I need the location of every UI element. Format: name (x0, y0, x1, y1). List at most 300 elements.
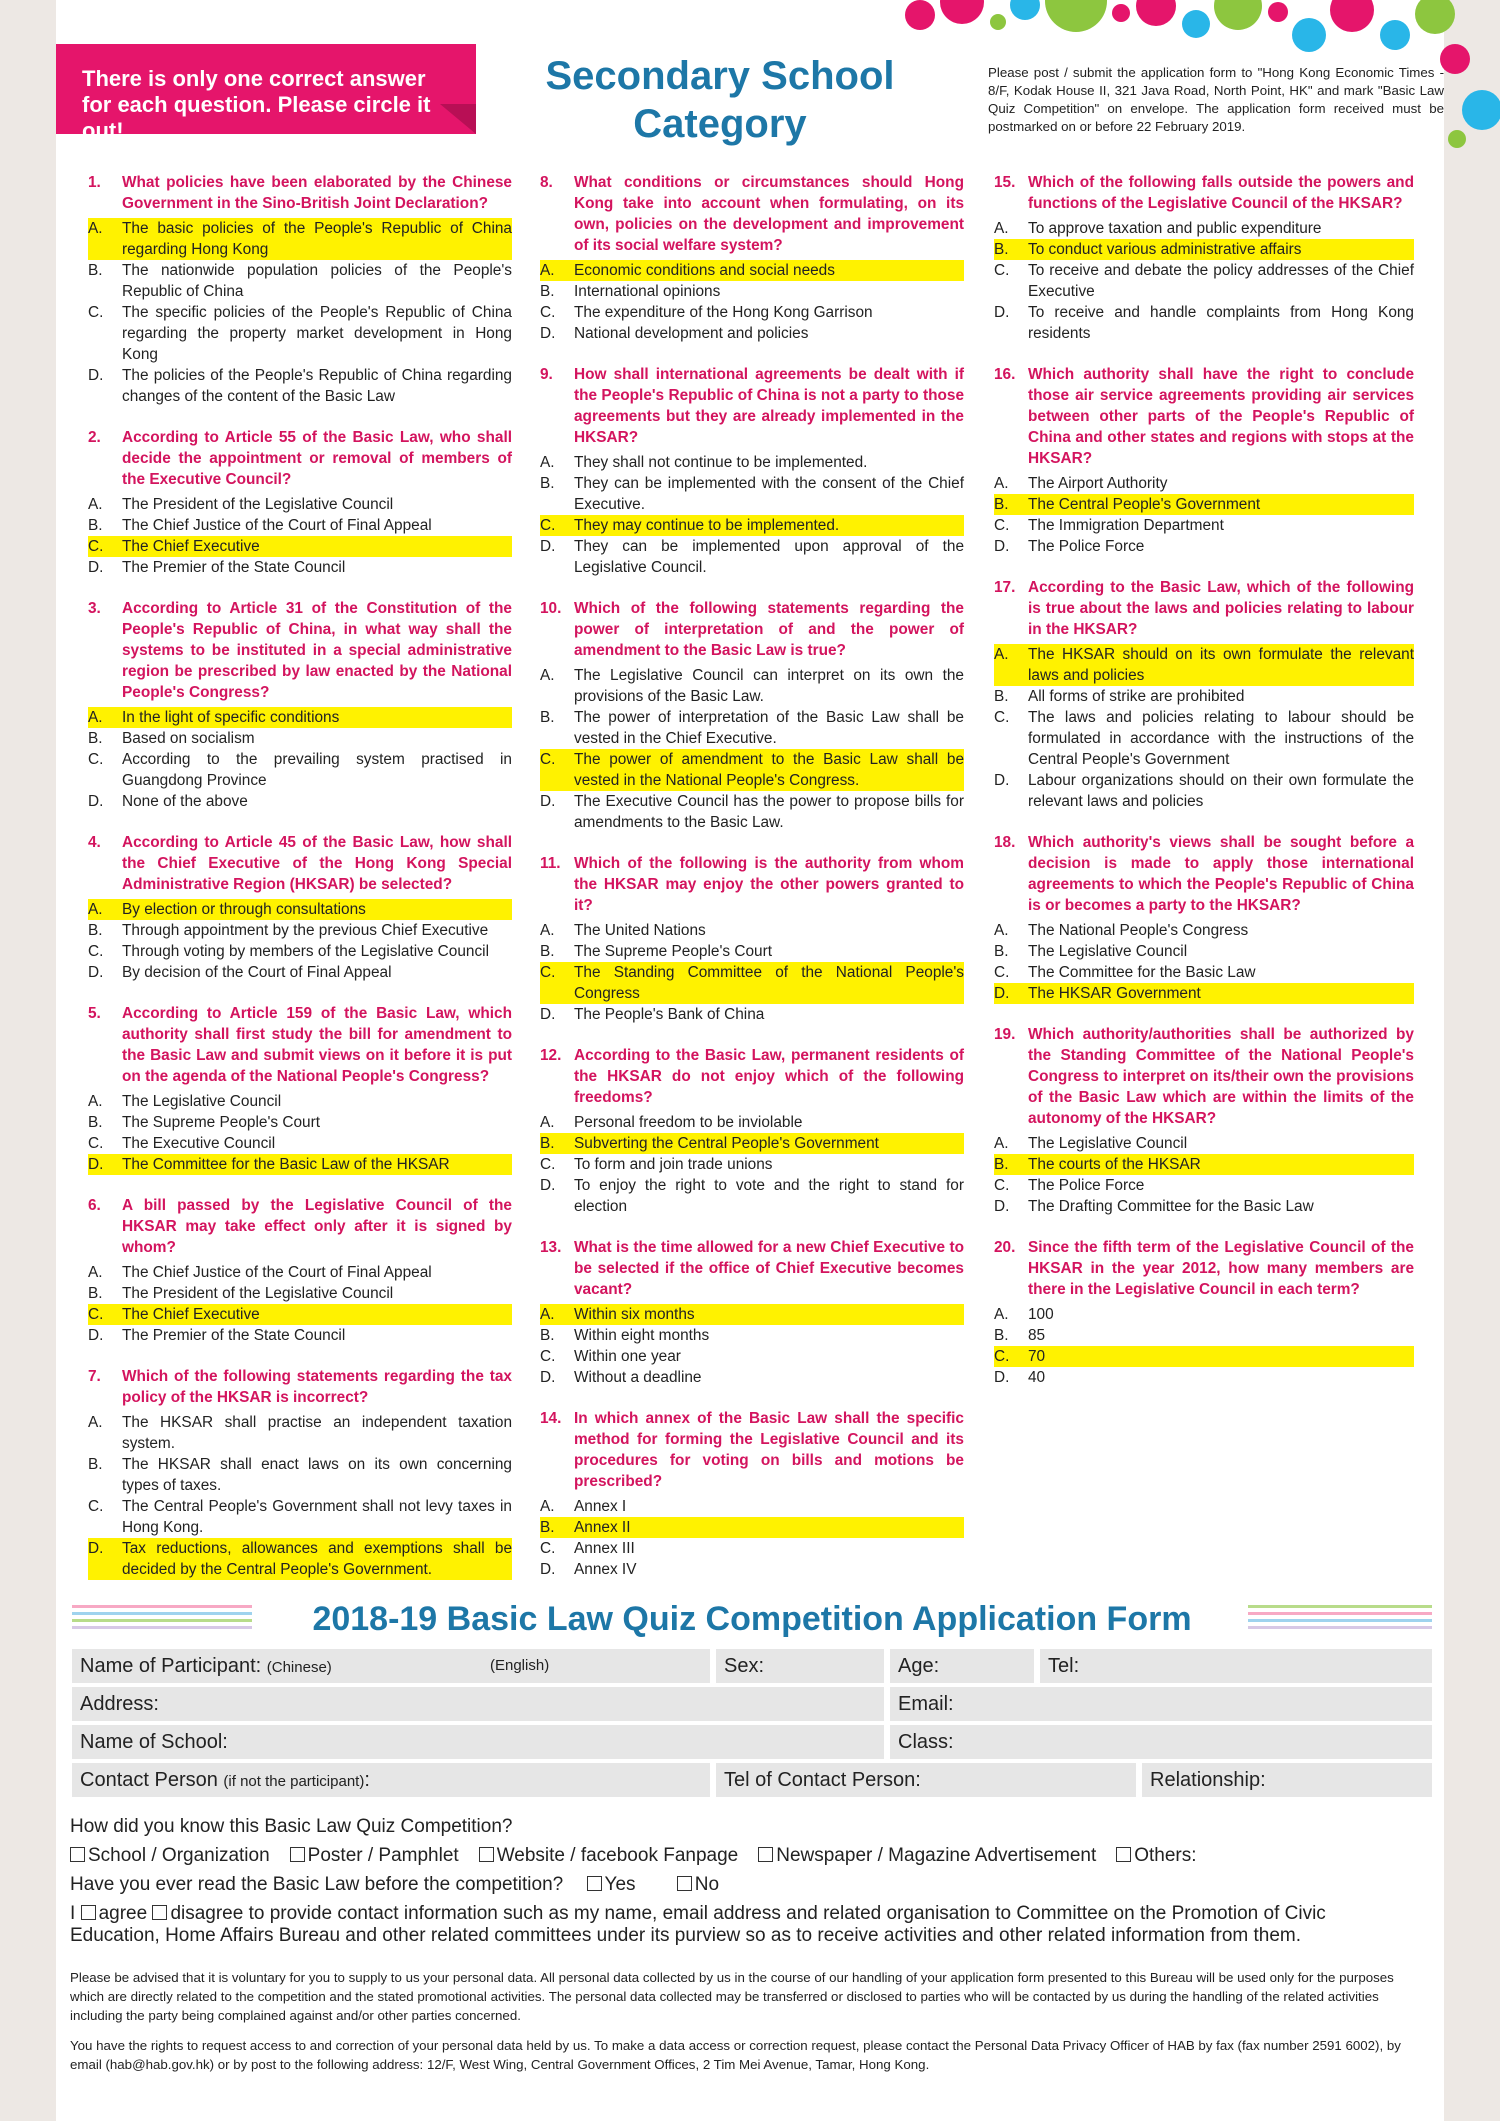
question-number: 12. (540, 1047, 562, 1064)
source-option[interactable] (758, 1845, 1096, 1866)
answer-option[interactable] (540, 1112, 964, 1133)
question-13 (540, 1237, 964, 1388)
answer-option-correct[interactable] (88, 899, 512, 920)
answer-option[interactable] (88, 749, 512, 791)
question-heading (994, 364, 1414, 469)
answer-option-correct[interactable] (540, 260, 964, 281)
email-field[interactable] (890, 1687, 1432, 1721)
option-text: According to the prevailing system practised in Guangdong Province (122, 751, 512, 789)
answer-option[interactable] (994, 962, 1414, 983)
answer-option[interactable] (540, 536, 964, 578)
question-number: 10. (540, 600, 562, 617)
option-text: The Central People's Government shall not levy taxes in Hong Kong. (122, 1498, 512, 1536)
option-text: The Legislative Council (1028, 943, 1188, 960)
disagree-checkbox[interactable] (152, 1905, 167, 1920)
answer-option[interactable] (540, 1538, 964, 1559)
email-label: Email: (898, 1693, 954, 1715)
yes-checkbox[interactable] (587, 1876, 602, 1891)
option-text: To form and join trade unions (574, 1156, 773, 1173)
class-field[interactable] (890, 1725, 1432, 1759)
answer-option[interactable] (540, 1346, 964, 1367)
consent-statement (70, 1903, 1410, 1947)
school-field[interactable] (72, 1725, 884, 1759)
option-text: The specific policies of the People's Republic of China regarding the property market development in Hong Kong (122, 304, 512, 363)
option-letter: D. (540, 1006, 556, 1023)
answer-option-correct[interactable] (540, 749, 964, 791)
option-letter: B. (540, 475, 555, 492)
answer-option[interactable] (994, 536, 1414, 557)
answer-option[interactable] (994, 941, 1414, 962)
no-checkbox[interactable] (677, 1876, 692, 1891)
option-letter: D. (994, 1369, 1010, 1386)
option-text: The President of the Legislative Council (122, 496, 394, 513)
question-text: Which of the following statements regarding the tax policy of the HKSAR is incorrect? (122, 1368, 512, 1406)
answer-option-correct[interactable] (994, 239, 1414, 260)
option-text: The Legislative Council can interpret on its own the provisions of the Basic Law. (574, 667, 964, 705)
question-15 (994, 172, 1414, 344)
question-1 (88, 172, 512, 407)
option-letter: B. (540, 1519, 555, 1536)
option-letter: C. (88, 751, 104, 768)
option-text: The nationwide population policies of the People's Republic of China (122, 262, 512, 300)
age-field[interactable] (890, 1649, 1034, 1683)
source-checkbox[interactable] (70, 1847, 85, 1862)
question-text: Which authority/authorities shall be authorized by the Standing Committee of the National People's Congress to interpret on its/their own the provisions of the Basic Law which are within the limits of the autonomy of the HKSAR? (1028, 1026, 1414, 1127)
question-14 (540, 1408, 964, 1580)
answer-option[interactable] (88, 515, 512, 536)
option-text: The Airport Authority (1028, 475, 1168, 492)
option-text: The United Nations (574, 922, 706, 939)
answer-option[interactable] (994, 1175, 1414, 1196)
option-text: The Drafting Committee for the Basic Law (1028, 1198, 1314, 1215)
answer-option-correct[interactable] (88, 1154, 512, 1175)
answer-option-correct[interactable] (88, 1304, 512, 1325)
answer-option[interactable] (88, 302, 512, 365)
option-letter: A. (88, 1093, 103, 1110)
option-text: The Executive Council has the power to propose bills for amendments to the Basic Law. (574, 793, 964, 831)
answer-option[interactable] (88, 1091, 512, 1112)
answer-option[interactable] (994, 707, 1414, 770)
option-letter: A. (88, 709, 103, 726)
answer-option-correct[interactable] (994, 983, 1414, 1004)
option-letter: B. (88, 730, 103, 747)
question-heading (88, 427, 512, 490)
contact-person-field[interactable] (72, 1763, 710, 1797)
option-text: The Supreme People's Court (574, 943, 772, 960)
answer-option[interactable] (994, 1367, 1414, 1388)
answer-option[interactable] (994, 260, 1414, 302)
option-letter: B. (994, 1156, 1009, 1173)
source-option-label: Newspaper / Magazine Advertisement (776, 1845, 1097, 1866)
question-text: According to Article 159 of the Basic Law, which authority shall first study the bill for amendment to the Basic Law and submit views on it before it is put on the agenda of the National People's Congress? (122, 1005, 512, 1085)
answer-option-correct[interactable] (88, 1538, 512, 1580)
tel-field[interactable] (1040, 1649, 1432, 1683)
question-number: 8. (540, 174, 553, 191)
option-letter: A. (994, 475, 1009, 492)
option-text: The Chief Executive (122, 1306, 260, 1323)
answer-option[interactable] (540, 1175, 964, 1217)
answer-option[interactable] (88, 962, 512, 983)
option-letter: D. (88, 793, 104, 810)
answer-option-correct[interactable] (994, 1346, 1414, 1367)
option-letter: D. (540, 793, 556, 810)
option-text: By decision of the Court of Final Appeal (122, 964, 392, 981)
option-text: 40 (1028, 1369, 1046, 1386)
option-letter: D. (88, 367, 104, 384)
source-option-label: Website / facebook Fanpage (496, 1845, 739, 1866)
option-letter: B. (88, 262, 103, 279)
option-letter: A. (88, 1264, 103, 1281)
option-letter: D. (994, 538, 1010, 555)
answer-option[interactable] (540, 1004, 964, 1025)
option-text: Through appointment by the previous Chief Executive (122, 922, 489, 939)
option-text: They shall not continue to be implemented. (574, 454, 868, 471)
answer-option[interactable] (994, 218, 1414, 239)
option-text: To approve taxation and public expenditure (1028, 220, 1322, 237)
option-text: Annex I (574, 1498, 627, 1515)
answer-option-correct[interactable] (88, 536, 512, 557)
yes-label: Yes (604, 1874, 636, 1895)
question-2 (88, 427, 512, 578)
question-heading (540, 1237, 964, 1300)
source-checkbox[interactable] (758, 1847, 773, 1862)
question-18 (994, 832, 1414, 1004)
option-text: The Chief Executive (122, 538, 260, 555)
question-19 (994, 1024, 1414, 1217)
question-9 (540, 364, 964, 578)
form-title: 2018-19 Basic Law Quiz Competition Application Form (312, 1600, 1192, 1638)
answer-option[interactable] (88, 1133, 512, 1154)
option-text: Annex III (574, 1540, 635, 1557)
answer-option[interactable] (994, 1196, 1414, 1217)
answer-option[interactable] (540, 1496, 964, 1517)
option-letter: C. (540, 1348, 556, 1365)
option-letter: C. (994, 964, 1010, 981)
answer-option-correct[interactable] (540, 515, 964, 536)
option-letter: A. (540, 454, 555, 471)
answer-option[interactable] (88, 1412, 512, 1454)
answer-option[interactable] (994, 686, 1414, 707)
question-heading (994, 577, 1414, 640)
answer-option[interactable] (540, 1325, 964, 1346)
consent-prefix: I (70, 1903, 81, 1924)
question-heading (994, 1024, 1414, 1129)
age-label: Age: (898, 1655, 940, 1677)
option-text: The courts of the HKSAR (1028, 1156, 1201, 1173)
answer-option[interactable] (88, 791, 512, 812)
option-text: The Legislative Council (122, 1093, 282, 1110)
question-number: 20. (994, 1239, 1016, 1256)
option-letter: B. (994, 496, 1009, 513)
option-text: The basic policies of the People's Republic of China regarding Hong Kong (122, 220, 512, 258)
option-text: Annex II (574, 1519, 631, 1536)
option-letter: C. (540, 964, 556, 981)
option-letter: B. (88, 922, 103, 939)
contact-tel-field[interactable] (716, 1763, 1136, 1797)
option-letter: D. (88, 559, 104, 576)
answer-option[interactable] (994, 515, 1414, 536)
answer-option[interactable] (540, 323, 964, 344)
option-text: The Supreme People's Court (122, 1114, 320, 1131)
contact-person-label: Contact Person (80, 1769, 218, 1791)
answer-option[interactable] (540, 452, 964, 473)
question-text: How shall international agreements be dealt with if the People's Republic of China is not a party to those agreements but they are already implemented in the HKSAR? (574, 366, 964, 446)
question-16 (994, 364, 1414, 557)
question-heading (994, 832, 1414, 916)
option-letter: B. (540, 709, 555, 726)
option-text: Based on socialism (122, 730, 255, 747)
question-5 (88, 1003, 512, 1175)
option-text: Without a deadline (574, 1369, 702, 1386)
option-text: The People's Bank of China (574, 1006, 765, 1023)
english-name-label: (English) (490, 1657, 550, 1674)
question-text: According to Article 31 of the Constitution of the People's Republic of China, in what way shall the systems to be instituted in a special administrative region be prescribed by law enacted by the National People's Congress? (122, 600, 512, 701)
option-text: The Chief Justice of the Court of Final Appeal (122, 1264, 432, 1281)
answer-option[interactable] (540, 281, 964, 302)
option-letter: C. (540, 304, 556, 321)
question-text: Which authority shall have the right to conclude those air service agreements providing air services between other parts of the People's Republic of China and other states and regions with stops at the HKSAR? (1028, 366, 1414, 467)
question-heading (540, 364, 964, 448)
question-number: 11. (540, 855, 561, 872)
option-letter: B. (88, 1114, 103, 1131)
question-heading (88, 598, 512, 703)
answer-option[interactable] (88, 1112, 512, 1133)
question-column-1 (88, 172, 512, 1600)
address-field[interactable] (72, 1687, 884, 1721)
answer-option-correct[interactable] (540, 1304, 964, 1325)
question-number: 3. (88, 600, 101, 617)
answer-option[interactable] (88, 1454, 512, 1496)
option-text: The President of the Legislative Council (122, 1285, 394, 1302)
option-text: Economic conditions and social needs (574, 262, 835, 279)
option-text: The laws and policies relating to labour should be formulated in accordance with the instructions of the Central People's Government (1028, 709, 1414, 768)
option-letter: D. (540, 1177, 556, 1194)
relationship-label: Relationship: (1150, 1769, 1266, 1791)
question-4 (88, 832, 512, 983)
survey-source-options (70, 1844, 1217, 1868)
option-letter: A. (540, 1498, 555, 1515)
option-letter: A. (88, 1414, 103, 1431)
option-text: To conduct various administrative affairs (1028, 241, 1302, 258)
option-letter: A. (540, 262, 555, 279)
source-checkbox[interactable] (1116, 1847, 1131, 1862)
option-text: They may continue to be implemented. (574, 517, 840, 534)
answer-option[interactable] (88, 1283, 512, 1304)
answer-option[interactable] (540, 665, 964, 707)
answer-option[interactable] (540, 1154, 964, 1175)
option-text: The power of amendment to the Basic Law shall be vested in the National People's Congress. (574, 751, 964, 789)
answer-option[interactable] (88, 260, 512, 302)
answer-option-correct[interactable] (540, 962, 964, 1004)
submission-instructions: Please post / submit the application form to "Hong Kong Economic Times - 8/F, Kodak House II, 321 Java Road, North Point, HK" and mark "Basic Law Quiz Competition" on envelope. The application form received must be postmarked on or before 22 February 2019. (988, 65, 1444, 134)
question-column-2 (540, 172, 964, 1600)
option-letter: B. (994, 688, 1009, 705)
option-letter: D. (994, 985, 1010, 1002)
option-text: The power of interpretation of the Basic Law shall be vested in the Chief Executive. (574, 709, 964, 747)
option-letter: D. (88, 1156, 104, 1173)
answer-option[interactable] (88, 941, 512, 962)
question-number: 15. (994, 174, 1016, 191)
answer-option[interactable] (540, 1559, 964, 1580)
option-letter: A. (540, 1114, 555, 1131)
option-text: The Committee for the Basic Law (1028, 964, 1256, 981)
question-heading (540, 598, 964, 661)
question-text: Which of the following is the authority from whom the HKSAR may enjoy the other powers granted to it? (574, 855, 964, 914)
contact-person-note: (if not the participant) (223, 1773, 365, 1790)
answer-option[interactable] (88, 920, 512, 941)
option-text: In the light of specific conditions (122, 709, 340, 726)
banner-fold (440, 104, 476, 134)
option-letter: D. (540, 1561, 556, 1578)
option-text: The Police Force (1028, 538, 1145, 555)
option-text: 70 (1028, 1348, 1046, 1365)
source-option[interactable] (1116, 1845, 1196, 1866)
question-7 (88, 1366, 512, 1580)
answer-option[interactable] (540, 791, 964, 833)
answer-option-correct[interactable] (88, 707, 512, 728)
option-letter: A. (88, 220, 103, 237)
question-number: 1. (88, 174, 101, 191)
option-text: National development and policies (574, 325, 809, 342)
answer-option[interactable] (540, 920, 964, 941)
option-letter: D. (994, 772, 1010, 789)
survey-question-source: How did you know this Basic Law Quiz Competition? (70, 1816, 513, 1837)
relationship-field[interactable] (1142, 1763, 1432, 1797)
answer-option[interactable] (88, 1262, 512, 1283)
question-20 (994, 1237, 1414, 1388)
option-letter: D. (540, 538, 556, 555)
answer-option[interactable] (994, 920, 1414, 941)
option-letter: C. (540, 751, 556, 768)
option-text: The policies of the People's Republic of China regarding changes of the content of the Basic Law (122, 367, 512, 405)
answer-option[interactable] (88, 365, 512, 407)
option-letter: C. (994, 262, 1010, 279)
answer-option-correct[interactable] (540, 1133, 964, 1154)
answer-option[interactable] (88, 1496, 512, 1538)
privacy-notice: Please be advised that it is voluntary for you to supply to us your personal data. All personal data collected by us in the course of our handling of your application form presented to this Bureau will be used only for the purposes which are directly related to the competition and the stated promotional activities. The personal data collected may be transferred or disclosed to parties who will be contacted by us during the handling of the related activities including the party being complained against and/or other parties concerned. (70, 1970, 1394, 2023)
answer-option[interactable] (88, 728, 512, 749)
form-row-school (72, 1725, 1432, 1759)
answer-option-correct[interactable] (88, 218, 512, 260)
option-letter: D. (88, 1540, 104, 1557)
source-option[interactable] (479, 1845, 739, 1866)
question-6 (88, 1195, 512, 1346)
answer-option[interactable] (994, 1304, 1414, 1325)
disagree-label: disagree to provide contact information such as my name, email address and related organisation to Committee on the Promotion of Civic Education, Home Affairs Bureau and other related committees under its purview so as to receive activities and other related information from them. (70, 1903, 1326, 1946)
option-text: 100 (1028, 1306, 1054, 1323)
option-text: To receive and handle complaints from Hong Kong residents (1028, 304, 1414, 342)
answer-option[interactable] (88, 557, 512, 578)
answer-option-correct[interactable] (540, 1517, 964, 1538)
answer-option-correct[interactable] (994, 1154, 1414, 1175)
question-number: 19. (994, 1026, 1016, 1043)
answer-option[interactable] (540, 941, 964, 962)
option-letter: D. (540, 325, 556, 342)
answer-option[interactable] (88, 494, 512, 515)
option-letter: C. (88, 1306, 104, 1323)
option-letter: C. (88, 1498, 104, 1515)
question-heading (88, 1366, 512, 1408)
source-option[interactable] (290, 1845, 459, 1866)
question-text: According to Article 45 of the Basic Law, how shall the Chief Executive of the Hong Kong Special Administrative Region (HKSAR) be selected? (122, 834, 512, 893)
option-letter: C. (994, 1348, 1010, 1365)
question-10 (540, 598, 964, 833)
option-letter: A. (994, 1135, 1009, 1152)
source-option[interactable] (70, 1845, 270, 1866)
answer-option-correct[interactable] (994, 494, 1414, 515)
agree-checkbox[interactable] (81, 1905, 96, 1920)
answer-option[interactable] (994, 770, 1414, 812)
answer-option[interactable] (540, 302, 964, 323)
option-letter: C. (88, 538, 104, 555)
answer-option[interactable] (994, 473, 1414, 494)
contact-tel-label: Tel of Contact Person: (724, 1769, 921, 1791)
source-option-label: School / Organization (88, 1845, 270, 1866)
yes-option[interactable] (587, 1874, 636, 1895)
option-text: The Chief Justice of the Court of Final Appeal (122, 517, 432, 534)
option-letter: B. (994, 241, 1009, 258)
question-heading (540, 1408, 964, 1492)
option-text: Annex IV (574, 1561, 637, 1578)
form-row-contact (72, 1763, 1432, 1797)
answer-option[interactable] (994, 1133, 1414, 1154)
answer-option[interactable] (88, 1325, 512, 1346)
option-letter: C. (88, 943, 104, 960)
answer-option-correct[interactable] (994, 644, 1414, 686)
question-number: 16. (994, 366, 1016, 383)
option-text: Within six months (574, 1306, 695, 1323)
chinese-name-label: (Chinese) (266, 1659, 332, 1676)
answer-option[interactable] (540, 1367, 964, 1388)
option-letter: A. (540, 1306, 555, 1323)
survey-read-basic-law (70, 1873, 719, 1897)
option-letter: A. (540, 667, 555, 684)
question-text: What policies have been elaborated by the Chinese Government in the Sino-British Joint Declaration? (122, 174, 512, 212)
school-label: Name of School: (80, 1731, 228, 1753)
answer-option[interactable] (540, 473, 964, 515)
tel-label: Tel: (1048, 1655, 1080, 1677)
source-checkbox[interactable] (479, 1847, 494, 1862)
option-text: Subverting the Central People's Government (574, 1135, 879, 1152)
source-checkbox[interactable] (290, 1847, 305, 1862)
option-text: The Legislative Council (1028, 1135, 1188, 1152)
no-option[interactable] (677, 1874, 719, 1895)
question-text: In which annex of the Basic Law shall the specific method for forming the Legislative Council and its procedures for voting on bills and motions be prescribed? (574, 1410, 964, 1490)
question-heading (88, 172, 512, 214)
option-text: 85 (1028, 1327, 1046, 1344)
option-text: The Standing Committee of the National People's Congress (574, 964, 964, 1002)
question-text: Which authority's views shall be sought before a decision is made to apply those international agreements to which the People's Republic of China is or becomes a party to the HKSAR? (1028, 834, 1414, 914)
option-text: The National People's Congress (1028, 922, 1249, 939)
question-heading (540, 853, 964, 916)
option-letter: A. (994, 922, 1009, 939)
sex-field[interactable] (716, 1649, 884, 1683)
option-text: International opinions (574, 283, 721, 300)
answer-option[interactable] (994, 1325, 1414, 1346)
option-text: Personal freedom to be inviolable (574, 1114, 803, 1131)
option-text: The expenditure of the Hong Kong Garrison (574, 304, 873, 321)
answer-option[interactable] (540, 707, 964, 749)
option-text: The Committee for the Basic Law of the HKSAR (122, 1156, 450, 1173)
question-heading (88, 832, 512, 895)
question-text: A bill passed by the Legislative Council of the HKSAR may take effect only after it is signed by whom? (122, 1197, 512, 1256)
participant-name-field[interactable] (72, 1649, 710, 1683)
source-option-label: Others: (1134, 1845, 1197, 1866)
option-text: None of the above (122, 793, 248, 810)
answer-option[interactable] (994, 302, 1414, 344)
option-text: Within eight months (574, 1327, 710, 1344)
option-text: The Police Force (1028, 1177, 1145, 1194)
